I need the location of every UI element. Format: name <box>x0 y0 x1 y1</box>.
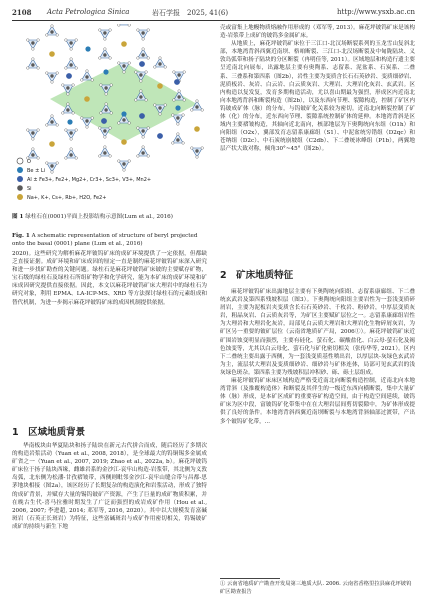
o-atom <box>109 155 112 158</box>
si-atom <box>103 31 106 34</box>
o-atom <box>140 90 143 93</box>
si-atom <box>158 106 161 109</box>
o-atom <box>56 34 59 37</box>
o-atom <box>86 126 89 129</box>
right-column-text <box>220 24 415 154</box>
o-atom <box>75 39 78 42</box>
paragraph: 壳或富集上地幔物质熔融作用形成的（邓军等, 2013）。麻花坪铍钨矿床是该构造-岩浆带上成矿的铍钨多金属矿床。 <box>220 25 415 40</box>
o-atom <box>62 84 65 87</box>
o-atom <box>154 66 157 69</box>
o-atom <box>191 147 194 150</box>
o-atom <box>142 48 145 51</box>
al-atom <box>139 113 145 119</box>
right-column-section2 <box>220 288 415 426</box>
o-atom <box>178 90 181 93</box>
o-atom <box>27 129 30 132</box>
o-atom <box>46 72 49 75</box>
o-atom <box>75 67 78 70</box>
caption-cn-text: 绿柱石在(0001)平面上投影结构示意图(Lum et al., 2016) <box>25 214 173 220</box>
journal-title-cn: 岩石学报 <box>152 9 180 17</box>
si-atom <box>50 120 53 123</box>
si-atom <box>69 131 72 134</box>
be-atom <box>175 105 180 110</box>
si-atom <box>103 53 106 56</box>
si-atom <box>85 119 88 122</box>
o-atom <box>118 160 121 163</box>
o-atom <box>145 99 148 102</box>
o-atom <box>145 71 148 74</box>
legend-channel: Na+, K+, Cs+, Rb+, H2O, Fe2+ <box>27 195 107 201</box>
o-atom <box>37 67 40 70</box>
section-1-title: 1 区域地质背景 <box>12 427 86 438</box>
channel-cation <box>121 41 127 47</box>
header-rule <box>12 20 415 21</box>
si-atom <box>195 149 198 152</box>
si-atom <box>141 151 144 154</box>
beryl-structure-figure <box>12 24 209 212</box>
si-atom <box>141 31 144 34</box>
be-atom <box>85 46 90 51</box>
si-atom <box>69 41 72 44</box>
paragraph: 2020)。这些研究为解析麻花坪铍钨矿床的成矿环境提供了一定依据，但都缺乏直接证据。成矿环境和矿床成因的厘定一直是制约麻花坪铍钨矿床深入研究和进一步找矿勘查的关键问题。绿柱石是麻花坪铍钨矿床铍的主要赋存矿物，宝石级的绿柱石及绿柱石所组矿物学和化学研究，能为本矿床的成矿环境和矿床成因研究提供直接依据。因此，本文以麻花坪铍钨矿床大理岩中的绿柱石为研究对象，利用 EPMA、LA-ICP-MS、XRD 等方法探讨绿柱石的元素组成和替代机制，为进一步揭示麻花坪铍钨矿床的成因机制提供依据。 <box>12 251 207 306</box>
volume-number: 2025, 41(6) <box>187 9 229 17</box>
left-column-section1 <box>12 442 207 531</box>
o-atom <box>27 67 30 70</box>
o-atom <box>201 109 204 112</box>
o-atom <box>173 71 176 74</box>
channel-cation <box>121 139 127 145</box>
o-atom <box>81 117 84 120</box>
paragraph: 麻花坪铍钨矿床出露地层主要有下奥陶统向阳组、志留系康廊组、下二叠统玄武岩及第四系残坡积层（图3）。下奥陶统向阳组主要岩性为一套浅变质碎屑岩，主要为泥板岩夹变质含长石石英砂岩、千枚岩、粉砂岩，中厚层变质灰岩，粗晶灰岩、白云质灰岩等，为矿区主要赋矿层位之一。志留系康廊组岩性为大理岩和大理岩化灰岩，局部见白云质大理岩和大理岩化生物碎屑灰岩，为矿区另一重要的铍矿层位（云南省地质矿产局，2006①）。麻花坪铍钨矿床近矿围岩蚀变明显而强烈，主要有硅化、萤石化、碳酸盐化、白云母-萤石化及褐色蚀变等，尤其以白云母化、萤石化与矿化密切相关（张传华等, 2021）。区内下二叠统主要出露于西侧，为一套浅变质基性喷出岩，以厚层块-灰绿色玄武岩为主，流层状大理岩及变质细砂岩、细砂岩与矿体连体，局部可见玄武岩的浅灰绿色斑杂。第四系主要为残坡积层冲积砂、砾、砾土层组成。 <box>220 289 415 376</box>
si-atom <box>50 74 53 77</box>
si-atom <box>104 108 107 111</box>
caption-en-text: A schematic representation of structure of beryl projected onto the basal (0001) plane (Lum et al., 2016) <box>12 233 198 248</box>
o-atom <box>86 70 89 73</box>
o-atom <box>201 147 204 150</box>
si-atom <box>69 153 72 156</box>
o-atom <box>173 99 176 102</box>
legend-o-symbol <box>17 158 23 164</box>
si-atom <box>31 153 34 156</box>
o-atom <box>37 129 40 132</box>
o-atom <box>72 84 75 87</box>
o-atom <box>137 127 140 130</box>
page-number: 2108 <box>12 8 32 17</box>
o-atom <box>75 157 78 160</box>
o-atom <box>177 123 180 126</box>
al-atom <box>139 61 145 67</box>
o-atom <box>67 93 70 96</box>
o-atom <box>128 160 131 163</box>
si-atom <box>176 116 179 119</box>
legend-o: O <box>27 159 31 165</box>
o-atom <box>118 24 121 26</box>
o-atom <box>177 133 180 136</box>
o-atom <box>32 48 35 51</box>
si-atom <box>141 53 144 56</box>
o-atom <box>72 112 75 115</box>
o-atom <box>70 138 73 141</box>
o-atom <box>99 127 102 130</box>
o-atom <box>51 25 54 28</box>
si-atom <box>103 129 106 132</box>
o-atom <box>51 81 54 84</box>
figure-legend <box>17 158 151 201</box>
be-atom <box>67 119 72 124</box>
o-atom <box>105 93 108 96</box>
si-tetrahedron <box>119 24 129 25</box>
o-atom <box>140 80 143 83</box>
o-atom <box>109 57 112 60</box>
o-atom <box>137 57 140 60</box>
o-atom <box>99 29 102 32</box>
si-atom <box>31 41 34 44</box>
o-atom <box>164 66 167 69</box>
o-atom <box>147 127 150 130</box>
o-atom <box>109 29 112 32</box>
o-atom <box>62 112 65 115</box>
o-atom <box>137 155 140 158</box>
o-atom <box>99 57 102 60</box>
o-atom <box>172 142 175 145</box>
o-atom <box>109 127 112 130</box>
be-atom <box>103 69 108 74</box>
caption-en-label: Fig. 1 <box>12 233 30 239</box>
o-atom <box>182 114 185 117</box>
o-atom <box>159 57 162 60</box>
o-atom <box>27 39 30 42</box>
si-atom <box>31 63 34 66</box>
o-atom <box>100 84 103 87</box>
left-column-intro <box>12 250 207 307</box>
si-atom <box>31 131 34 134</box>
o-atom <box>142 136 145 139</box>
o-atom <box>56 124 59 127</box>
al-atom <box>174 79 180 85</box>
o-atom <box>182 142 185 145</box>
o-atom <box>123 71 126 74</box>
o-atom <box>70 48 73 51</box>
si-atom <box>122 162 125 165</box>
o-atom <box>196 100 199 103</box>
o-atom <box>51 171 54 174</box>
o-atom <box>100 112 103 115</box>
be-atom <box>121 111 126 116</box>
o-atom <box>32 58 35 61</box>
o-atom <box>91 79 94 82</box>
o-atom <box>110 112 113 115</box>
si-atom <box>103 151 106 154</box>
si-atom <box>104 86 107 89</box>
legend-be: Be ± Li <box>27 168 46 174</box>
o-atom <box>32 138 35 141</box>
o-atom <box>46 162 49 165</box>
o-atom <box>51 115 54 118</box>
si-atom <box>66 86 69 89</box>
o-atom <box>104 136 107 139</box>
si-atom <box>69 63 72 66</box>
si-atom <box>158 62 161 65</box>
si-atom <box>177 95 180 98</box>
o-atom <box>172 114 175 117</box>
o-atom <box>65 129 68 132</box>
si-atom <box>122 64 125 67</box>
si-atom <box>177 73 180 76</box>
journal-title: Acta Petrologica Sinica <box>47 8 130 16</box>
channel-cation <box>194 126 200 132</box>
o-atom <box>135 71 138 74</box>
o-atom <box>105 103 108 106</box>
o-atom <box>91 117 94 120</box>
o-atom <box>135 99 138 102</box>
legend-si-symbol <box>17 185 23 191</box>
si-atom <box>66 108 69 111</box>
o-atom <box>70 148 73 151</box>
paragraph: 从地质上，麻花坪铍钨矿床位于三江口-北汉场断裂系列的玉龙雪山复斜北部，本地湾背斜西翼近南坝、格咱断裂、三江口-北汉场断裂及中甸陇陆块、义敦岛弧带和扬子陆块的分区断裂（冉明佳等, 2011）。区域地层和构造行遗主要呈近南北向展布，出露地层主要有奥陶系、志留系、泥盆系、石炭系、二叠系、三叠系和第四系（图2b），岩性主要为变质含长石石英砂岩、变质细砂岩、泥质板岩、灰岩、白云岩、白云质灰岩、大理岩、大理岩化灰岩、玄武岩。区内构造以复发复，发育多期构造活动，尤以喜山期最为强烈，形成区内近南北向本地湾背斜和断裂构造（图2b），以及东西向节理、裂隙构造，控制了矿区内钨铍成矿体（脉）的分布，与钨铍矿化关系较为密切。近南北向断裂控制了矿体（化）的分布，近东西向节理、裂隙系统控制矿体的延伸。本地湾背斜是区域内主要褶皱构造，其轴向近北南向，核部地层为下奥陶统向东组（O1h）和向阳组（O2x），翼部发育志留系康廊组（S1）、中泥盆统穷错组（D2qc）和苍纳组（D2c）、中石炭统崩坡组（C2db）、下二叠统冰峰组（P1b），两翼地层产状大致对称，倾角30°~45°（图2b）。 <box>220 41 415 153</box>
footnote: ① 云南省地质矿产勘查开发局第三地质大队. 2006. 云南省香格里拉县麻花坪铍钨矿区勘查报告 <box>220 581 412 595</box>
legend-na-symbol <box>17 194 23 200</box>
o-atom <box>142 38 145 41</box>
journal-volume <box>152 8 228 18</box>
o-atom <box>56 162 59 165</box>
legend-al: Al ± Fe3+, Fe2+, Mg2+, Cr3+, Sc3+, V3+, Mn2+ <box>27 177 152 183</box>
o-atom <box>159 113 162 116</box>
o-atom <box>147 29 150 32</box>
si-atom <box>122 118 125 121</box>
o-atom <box>128 62 131 65</box>
paragraph: 华南板块由华夏陆块和扬子陆块在新元古代拼合而成，随后经历了多期次的构造岩浆活动（Yuan et al., 2008, 2018），是全球最大的钨铜锡多金属成矿省之一（Yuan et al., 2007, 2019; Zhao et al., 2022a, b）。麻花坪铍钨矿床位于扬子陆块西缘，雌雄岩系的金沙江-哀牢山构造-岩浆带，其北侧为义敦岛弧，北东侧为松潘-甘孜褶皱带，西侧则毗邻金沙江-哀牢山缝合带与昌都-思茅地块相接（图2a），该区经历了长期复杂的构造演化和岩浆活动，形成了独特的成矿背景，并赋存大量的锡钨铍矿产资源，产生了巨量的成矿物质积累，并在晚古生代-喜马拉雅时期发生了广泛而强烈的成岩成矿作用（Hou et al., 2006, 2007; 李进超, 2014; 邓军等, 2016, 2020）。其中以大规模发育富碱斑岩（石英正长斑岩）为特征，这些富碱斑岩与成矿作用密切相关，钨锡铍矿成矿的持续与新生下地 <box>12 443 207 530</box>
o-atom <box>142 146 145 149</box>
o-atom <box>65 39 68 42</box>
al-atom <box>101 118 107 124</box>
figure-caption-en <box>12 232 209 248</box>
si-atom <box>141 129 144 132</box>
paragraph: 麻花坪铍钨矿床床区域构造严格受近南北向断裂构造控制，近南北向本地湾背斜（及推覆构造体）和断裂及其伴生的一级近东西向横断裂，集中大量矿体（脉）形成，是本矿区成矿的重要容矿构造空间，由于构造空间延续，铍钨矿床为区中段，富铍钨矿化带集中在在大理岩层间剪切裂隙中，为矿体形成提供了良好的条件。本地湾背斜西翼近南坝断裂与本地湾背斜轴部过渡带，产出多个铍钨矿化带，... <box>220 378 415 425</box>
o-atom <box>99 155 102 158</box>
running-header <box>12 6 415 19</box>
o-atom <box>70 58 73 61</box>
beryl-structure-diagram <box>12 24 209 212</box>
o-atom <box>154 104 157 107</box>
al-atom <box>157 133 163 139</box>
o-atom <box>110 84 113 87</box>
si-atom <box>50 164 53 167</box>
channel-cation <box>49 141 55 147</box>
o-atom <box>183 99 186 102</box>
journal-url: http://www.ysxb.ac.cn <box>336 8 415 16</box>
channel-cation <box>84 96 90 102</box>
o-atom <box>56 72 59 75</box>
o-atom <box>37 157 40 160</box>
section-2-title: 2 矿床地质特征 <box>220 270 294 281</box>
channel-cation <box>49 51 55 57</box>
o-atom <box>75 129 78 132</box>
o-atom <box>46 34 49 37</box>
legend-al-symbol <box>17 176 23 182</box>
o-atom <box>147 155 150 158</box>
si-atom <box>139 73 142 76</box>
si-atom <box>85 75 88 78</box>
o-atom <box>183 71 186 74</box>
o-atom <box>104 146 107 149</box>
o-atom <box>65 157 68 160</box>
o-atom <box>104 38 107 41</box>
o-atom <box>37 39 40 42</box>
legend-be-symbol <box>17 167 23 173</box>
si-atom <box>195 105 198 108</box>
o-atom <box>46 124 49 127</box>
al-atom <box>66 73 72 79</box>
figure-caption-cn <box>12 213 209 221</box>
o-atom <box>191 109 194 112</box>
o-atom <box>123 169 126 172</box>
o-atom <box>81 79 84 82</box>
o-atom <box>196 156 199 159</box>
si-atom <box>139 95 142 98</box>
o-atom <box>32 148 35 151</box>
o-atom <box>128 24 131 26</box>
o-atom <box>137 29 140 32</box>
o-atom <box>164 104 167 107</box>
o-atom <box>118 122 121 125</box>
o-atom <box>118 62 121 65</box>
o-atom <box>147 57 150 60</box>
o-atom <box>128 122 131 125</box>
caption-cn-label: 图 1 <box>12 214 24 220</box>
footnote-rule <box>220 578 280 579</box>
channel-cation <box>157 83 163 89</box>
si-atom <box>50 30 53 33</box>
o-atom <box>104 48 107 51</box>
si-atom <box>176 138 179 141</box>
legend-si: Si <box>27 186 32 192</box>
o-atom <box>67 103 70 106</box>
o-atom <box>65 67 68 70</box>
